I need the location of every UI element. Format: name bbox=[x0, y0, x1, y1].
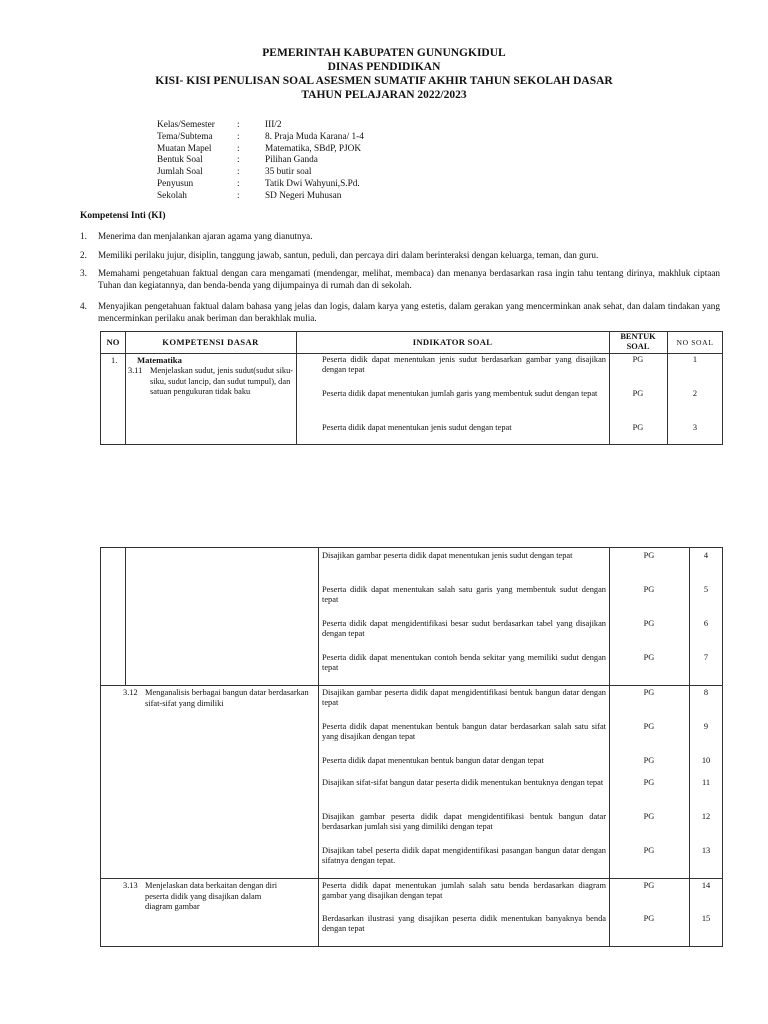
indikator-cell: Peserta didik dapat menentukan jumlah salah satu benda berdasarkan diagram gambar yang disajikan dengan tepat bbox=[322, 881, 606, 900]
kisi-table-2 bbox=[100, 547, 723, 947]
col-divider bbox=[318, 548, 319, 946]
kisi-table-1 bbox=[100, 331, 723, 445]
meta-colon: : bbox=[237, 167, 240, 178]
ki-item bbox=[80, 268, 720, 291]
kd-3-11 bbox=[128, 366, 294, 398]
row-number: 1. bbox=[111, 356, 118, 365]
meta-colon: : bbox=[237, 131, 240, 142]
indikator-cell: Peserta didik dapat menentukan jenis sudut berdasarkan gambar yang disajikan dengan tepat bbox=[322, 355, 606, 374]
no-soal-cell: 5 bbox=[703, 585, 709, 594]
meta-value: Matematika, SBdP, PJOK bbox=[265, 143, 362, 154]
indikator-cell: Disajikan tabel peserta didik dapat mengidentifikasi pasangan bangun datar dengan sifatnya dengan tepat. bbox=[322, 846, 606, 865]
group-divider bbox=[101, 878, 722, 879]
meta-colon: : bbox=[237, 190, 240, 201]
bentuk-cell: PG bbox=[643, 778, 655, 787]
no-soal-cell: 13 bbox=[701, 846, 711, 855]
ki-number: 2. bbox=[80, 250, 87, 260]
meta-value: 8. Praja Muda Karana/ 1-4 bbox=[265, 131, 364, 142]
header-bentuk-line2: SOAL bbox=[626, 342, 650, 351]
indikator-cell: Disajikan gambar peserta didik dapat mengidentifikasi bentuk bangun datar dengan tepat bbox=[322, 688, 606, 707]
meta-row bbox=[157, 155, 364, 167]
indikator-cell: Peserta didik dapat menentukan salah satu garis yang membentuk sudut dengan tepat bbox=[322, 585, 606, 604]
indikator-cell: Berdasarkan ilustrasi yang disajikan peserta didik menentukan banyaknya benda dengan tepat bbox=[322, 914, 606, 933]
bentuk-cell: PG bbox=[643, 722, 655, 731]
no-soal-cell: 11 bbox=[701, 778, 711, 787]
no-soal-cell: 9 bbox=[703, 722, 709, 731]
col-divider bbox=[125, 332, 126, 444]
meta-colon: : bbox=[237, 143, 240, 154]
meta-row bbox=[157, 120, 364, 132]
ki-text: Memiliki perilaku jujur, disiplin, tanggung jawab, santun, peduli, dan percaya diri dalam berinteraksi dengan keluarga, teman, dan guru. bbox=[98, 250, 599, 260]
header-line-1: PEMERINTAH KABUPATEN GUNUNGKIDUL bbox=[262, 47, 506, 59]
ki-item bbox=[80, 250, 720, 262]
no-soal-cell: 2 bbox=[692, 389, 698, 398]
kd-number: 3.12 bbox=[123, 688, 138, 697]
kd-number: 3.11 bbox=[128, 366, 143, 375]
meta-key: Penyusun bbox=[157, 178, 194, 189]
subject-label: Matematika bbox=[137, 355, 182, 365]
col-divider bbox=[296, 332, 297, 444]
meta-key: Jumlah Soal bbox=[157, 167, 203, 178]
indikator-cell: Disajikan sifat-sifat bangun datar peserta didik menentukan bentuknya dengan tepat bbox=[322, 778, 604, 787]
no-soal-cell: 7 bbox=[703, 653, 709, 662]
header-kompetensi-dasar: KOMPETENSI DASAR bbox=[162, 337, 259, 347]
meta-key: Sekolah bbox=[157, 190, 187, 201]
ki-text: Memahami pengetahuan faktual dengan cara mengamati (mendengar, melihat, membaca) dan menanya berdasarkan rasa ingin tahu tentang dirinya, makhluk ciptaan Tuhan dan kegiatannya, dan benda-benda yang dijumpainya di rumah dan di sekolah. bbox=[98, 268, 720, 290]
ki-item bbox=[80, 231, 720, 243]
header-indikator-soal: INDIKATOR SOAL bbox=[412, 337, 493, 347]
bentuk-cell: PG bbox=[643, 846, 655, 855]
kd-text: Menjelaskan sudut, jenis sudut(sudut siku-siku, sudut lancip, dan sudut tumpul), dan satuan pengukuran tidak baku bbox=[150, 366, 294, 396]
ki-item bbox=[80, 301, 720, 324]
ki-text: Menerima dan menjalankan ajaran agama yang dianutnya. bbox=[98, 231, 313, 241]
indikator-cell: Peserta didik dapat menentukan bentuk bangun datar dengan tepat bbox=[322, 756, 544, 765]
indikator-cell: Peserta didik dapat menentukan jenis sudut dengan tepat bbox=[322, 423, 512, 432]
meta-info bbox=[157, 120, 364, 203]
bentuk-cell: PG bbox=[632, 423, 644, 432]
ki-number: 1. bbox=[80, 231, 87, 241]
no-soal-cell: 12 bbox=[701, 812, 711, 821]
indikator-cell: Peserta didik dapat menentukan bentuk bangun datar berdasarkan salah satu sifat yang disajikan dengan tepat bbox=[322, 722, 606, 741]
meta-colon: : bbox=[237, 178, 240, 189]
header-divider bbox=[101, 353, 722, 354]
bentuk-cell: PG bbox=[643, 551, 655, 560]
indikator-cell: Peserta didik dapat mengidentifikasi besar sudut berdasarkan tabel yang disajikan dengan tepat bbox=[322, 619, 606, 638]
meta-key: Muatan Mapel bbox=[157, 143, 212, 154]
kd-3-12 bbox=[123, 688, 316, 709]
bentuk-cell: PG bbox=[643, 585, 655, 594]
indikator-cell: Peserta didik dapat menentukan contoh benda sekitar yang memiliki sudut dengan tepat bbox=[322, 653, 606, 672]
group-divider bbox=[101, 685, 722, 686]
meta-value: III/2 bbox=[265, 120, 282, 130]
meta-value: SD Negeri Muhusan bbox=[265, 190, 342, 201]
no-soal-cell: 14 bbox=[701, 881, 711, 890]
kd-text: Menjelaskan data berkaitan dengan diri peserta didik yang disajikan dalam diagram gambar bbox=[145, 881, 278, 911]
header-line-3: KISI- KISI PENULISAN SOAL ASESMEN SUMATIF AKHIR TAHUN SEKOLAH DASAR bbox=[155, 75, 613, 87]
document-header bbox=[0, 46, 768, 102]
no-soal-cell: 3 bbox=[692, 423, 698, 432]
indikator-cell: Disajikan gambar peserta didik dapat menentukan jenis sudut dengan tepat bbox=[322, 551, 573, 560]
no-soal-cell: 8 bbox=[703, 688, 709, 697]
header-line-2: DINAS PENDIDIKAN bbox=[327, 61, 441, 73]
no-soal-cell: 1 bbox=[692, 355, 698, 364]
meta-key: Kelas/Semester bbox=[157, 120, 215, 130]
bentuk-cell: PG bbox=[643, 881, 655, 890]
bentuk-cell: PG bbox=[643, 619, 655, 628]
meta-colon: : bbox=[237, 155, 240, 166]
meta-value: Tatik Dwi Wahyuni,S.Pd. bbox=[265, 178, 360, 189]
meta-colon: : bbox=[237, 120, 240, 130]
col-divider bbox=[125, 548, 126, 685]
meta-value: 35 butir soal bbox=[265, 167, 312, 178]
no-soal-cell: 4 bbox=[703, 551, 709, 560]
meta-key: Tema/Subtema bbox=[157, 131, 213, 142]
header-no: NO bbox=[106, 337, 120, 347]
ki-heading: Kompetensi Inti (KI) bbox=[80, 211, 166, 221]
no-soal-cell: 15 bbox=[701, 914, 711, 923]
header-bentuk-line1: BENTUK bbox=[620, 332, 656, 341]
meta-row bbox=[157, 191, 364, 203]
ki-text: Menyajikan pengetahuan faktual dalam bahasa yang jelas dan logis, dalam karya yang estetis, dalam gerakan yang mencerminkan anak sehat, dan dalam tindakan yang mencerminkan perilaku anak beriman dan berakhlak mulia. bbox=[98, 301, 720, 323]
meta-row bbox=[157, 132, 364, 144]
meta-row bbox=[157, 144, 364, 156]
bentuk-cell: PG bbox=[632, 355, 644, 364]
kd-number: 3.13 bbox=[123, 881, 138, 890]
header-no-soal: NO SOAL bbox=[676, 338, 714, 347]
indikator-cell: Disajikan gambar peserta didik dapat mengidentifikasi bentuk bangun datar berdasarkan jumlah sisi yang dimiliki dengan tepat bbox=[322, 812, 606, 831]
ki-number: 4. bbox=[80, 301, 87, 311]
no-soal-cell: 6 bbox=[703, 619, 709, 628]
no-soal-cell: 10 bbox=[701, 756, 711, 765]
meta-row bbox=[157, 167, 364, 179]
kd-3-13 bbox=[123, 881, 316, 913]
meta-value: Pilihan Ganda bbox=[265, 155, 318, 166]
bentuk-cell: PG bbox=[643, 914, 655, 923]
ki-number: 3. bbox=[80, 268, 87, 278]
header-line-4: TAHUN PELAJARAN 2022/2023 bbox=[301, 89, 467, 101]
meta-row bbox=[157, 179, 364, 191]
bentuk-cell: PG bbox=[643, 653, 655, 662]
bentuk-cell: PG bbox=[632, 389, 644, 398]
bentuk-cell: PG bbox=[643, 688, 655, 697]
bentuk-cell: PG bbox=[643, 812, 655, 821]
header-bentuk-soal bbox=[609, 332, 667, 352]
meta-key: Bentuk Soal bbox=[157, 155, 203, 166]
bentuk-cell: PG bbox=[643, 756, 655, 765]
indikator-cell: Peserta didik dapat menentukan jumlah garis yang membentuk sudut dengan tepat bbox=[322, 389, 598, 398]
kd-text: Menganalisis berbagai bangun datar berdasarkan sifat-sifat yang dimiliki bbox=[145, 688, 309, 708]
